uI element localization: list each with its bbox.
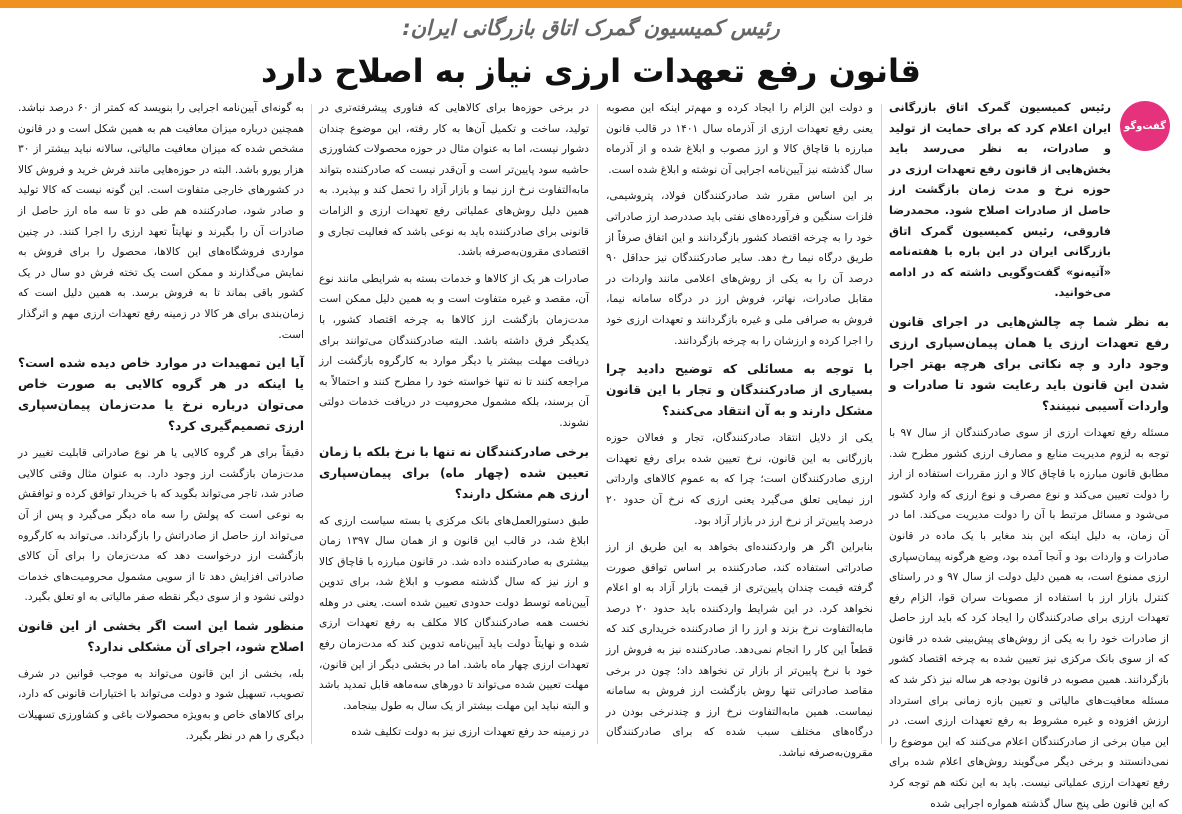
interview-question: با توجه به مسائلی که توضیح دادید چرا بسیاری از صادرکنندگان و تجار با این قانون مشکل دارند و به آن انتقاد می‌کنند؟	[606, 362, 873, 419]
article-headline: قانون رفع تعهدات ارزی نیاز به اصلاح دارد	[261, 52, 921, 90]
paragraph: و دولت این الزام را ایجاد کرده و مهم‌تر اینکه این مصوبه یعنی رفع تعهدات ارزی از آذرماه سال ۱۴۰۱ در قالب قانون مبارزه با قاچاق کالا و ارز مصوب و ابلاغ شده و از آذرماه سال گذشته نیز آیین‌نامه اجرایی آن نوشته و ابلاغ شده است.	[606, 102, 873, 176]
paragraph: به گونه‌ای آیین‌نامه اجرایی را بنویسد که کمتر از ۶۰ درصد نباشد. همچنین درباره میزان معافیت هم به همین شکل است و در قانون مشخص شده که میزان معافیت مالیاتی، سالانه نباید بیشتر از ۳۰ هزار یورو باشد. البته در حوزه‌هایی مانند فرش خرید و فروش کالا در کشورهای خارجی متفاوت است. این گونه نیست که کالا تولید و صادر شود، صادرکننده هم طی دو تا سه ماه ارز حاصل از صادرات آن را بگیرند و نهایتاً تعهد ارزی را اجرا کنند. در چنین مواردی فروشگاه‌های این کالاها، محصول را برای فروش به نمایش می‌گذارند و ممکن است یک تخته فرش دو سال در یک کشور باقی بماند تا به فروش برسد. به همین دلیل است که زمان‌بندی برای هر کالا در زمینه رفع تعهدات ارزی مهم و اثرگذار است.	[18, 102, 304, 341]
interview-question: برخی صادرکنندگان نه تنها با نرخ بلکه با زمان تعیین شده (چهار ماه) برای پیمان‌سپاری ارزی هم مشکل دارند؟	[319, 444, 589, 501]
interview-question: آیا این تمهیدات در موارد خاص دیده شده است؟ یا اینکه در هر گروه کالایی به صورت خاص می‌توان درباره نرخ یا مدت‌زمان پیمان‌سپاری ارزی تصمیم‌گیری کرد؟	[18, 356, 304, 434]
paragraph: در زمینه حد رفع تعهدات ارزی نیز به دولت تکلیف شده	[351, 726, 589, 739]
interview-question: به نظر شما چه چالش‌هایی در اجرای قانون رفع تعهدات ارزی یا همان پیمان‌سپاری ارزی وجود دارد و چه نکاتی برای هرچه بهتر اجرا شدن این قانون باید رعایت شود تا صادرات و واردات آسیبی نبینند؟	[889, 314, 1169, 413]
paragraph: طبق دستورالعمل‌های بانک مرکزی یا بسته سیاست ارزی که ابلاغ شد، در قالب این قانون و از همان سال ۱۳۹۷ زمان بیشتری به صادرکننده داده شد. در قانون مبارزه با قاچاق کالا و ارز نیز که سال گذشته مصوب و ابلاغ شد، برای تدوین آیین‌نامه توسط دولت حدودی تعیین شده است. یعنی در وهله نخست همه صادرکنندگان کالا مکلف به رفع تعهدات ارزی شده و نهایتاً دولت باید آیین‌نامه تدوین کند که مدت‌زمان رفع تعهدات ارزی چهار ماه باشد. اما در بخشی دیگر از این قانون، مهلت تعیین شده می‌تواند تا دورهای سه‌ماهه قابل تمدید باشد و البته نباید این مهلت بیشتر از یک سال به طول بینجامد.	[319, 514, 589, 712]
article-column-3	[319, 98, 589, 754]
article-column-4	[18, 98, 304, 754]
column-divider	[597, 104, 598, 744]
article-column-2	[606, 98, 873, 760]
article-column-1	[889, 98, 1170, 810]
interview-badge: گفت‌وگو	[1120, 101, 1170, 151]
paragraph: مسئله رفع تعهدات ارزی از سوی صادرکنندگان از سال ۹۷ با توجه به لزوم مدیریت منابع و مصارف ارزی کشور مطرح شد. مطابق قانون مبارزه با قاچاق کالا و ارز مقررات استفاده از ارز را دولت تعیین می‌کند و نوع مصرف و نوع ارزی که وارد کشور می‌شود و مسائل مرتبط با آن را دولت مدیریت می‌کند. اما در آن زمان، به دلیل اینکه این بند مغایر با یک ماده در قانون صادرات و واردات بود و آنجا آمده بود، وضع هرگونه پیمان‌سپاری ارزی ممنوع است، به همین دلیل دولت از سال ۹۷ و در راستای کنترل بازار ارز با استفاده از مصوبات سران قوا، الزام رفع تعهدات ارزی برای صادرکنندگان را ایجاد کرد که باید ارز حاصل از صادرات خود را به یکی از روش‌های پیش‌بینی شده در قانون که از سوی بانک مرکزی نیز تعیین شده به چرخه اقتصاد کشور بازگردانند. همین مصوبه در قانون بودجه هر ساله نیز ذکر شد که مسئله معافیت‌های مالیاتی و تعیین بازه زمانی برای استرداد ارزش افزوده و غیره مشروط به رفع تعهدات ارزی است. در این میان برخی از صادرکنندگان اعلام می‌کنند که این موضوع را نمی‌دانستند و برخی دیگر می‌گویند روش‌های اعلام شده برای رفع تعهدات ارزی عملیاتی نیست. باید به این نکته هم توجه کرد که این قانون طی پنج سال گذشته همواره اجرایی شده	[889, 426, 1170, 810]
paragraph: بله، بخشی از این قانون می‌تواند به موجب قوانین در شرف تصویب، تسهیل شود و دولت می‌تواند با اختیارات قانونی که دارد، برای کالاهای خاص و به‌ویژه محصولات باغی و کشاورزی تسهیلات دیگری را هم در نظر بگیرد.	[18, 667, 304, 742]
article-lead: رئیس کمیسیون گمرک اتاق بازرگانی ایران اعلام کرد که برای حمایت از تولید و صادرات، به نظر می‌رسد باید بخش‌هایی از قانون رفع تعهدات ارزی در حوزه نرخ و مدت زمان بازگشت ارز حاصل از صادرات اصلاح شود. محمدرضا فاروقی، رئیس کمیسیون گمرک اتاق بازرگانی ایران در این باره با هفته‌نامه «آتیه‌نو» گفت‌وگویی داشته که در ادامه می‌خوانید.	[889, 101, 1111, 300]
paragraph: بنابراین اگر هر وارد‌کننده‌ای بخواهد به این طریق از ارز صادراتی استفاده کند، صادرکننده بر اساس توافق صورت گرفته قیمت چندان پایین‌تری از قیمت بازار آزاد به او اعلام نخواهد کرد. در این شرایط وارد‌کننده باید حدود ۲۰ درصد مابه‌التفاوت نرخ بزند و ارز را از صادرکننده خریداری کند که قطعاً این کار را انجام نمی‌دهد. صادرکننده نیز به فروش ارز خود با نرخ پایین‌تر از بازار تن نخواهد داد؛ چون در برخی مقاصد صادراتی تنها روش بازگشت ارز فروش به سامانه نیماست. همین مابه‌التفاوت نرخ ارز و چندنرخی بودن در درگاه‌های مختلف سبب شده که برای صادرکنندگان مقرون‌به‌صرفه نباشد.	[606, 541, 873, 760]
column-divider	[311, 104, 312, 744]
paragraph: در برخی حوزه‌ها برای کالاهایی که فناوری پیشرفته‌تری در تولید، ساخت و تکمیل آن‌ها به کار رفته، این موضوع چندان دشوار نیست، اما به عنوان مثال در حوزه محصولات کشاورزی حاشیه سود پایین‌تر است و آن‌قدر نیست که صادرکننده بتواند مابه‌التفاوت نرخ ارز نیما و بازار آزاد را تحمل کند و بپذیرد. به همین دلیل روش‌های عملیاتی رفع تعهدات ارزی و الزامات قانونی برای صادرکننده باید به نوعی باشد که فعالیت تجاری و اقتصادی مقرون‌به‌صرفه باشد.	[319, 102, 589, 259]
paragraph: بر این اساس مقرر شد صادرکنندگان فولاد، پتروشیمی، فلزات سنگین و فرآورده‌های نفتی باید صددرصد ارز صادراتی خود را به چرخه اقتصاد کشور بازگردانند و این اتفاق صرفاً از طریق درگاه نیما رخ دهد. سایر صادرکنندگان نیز حداقل ۹۰ درصد آن را به یکی از روش‌های اعلامی مانند واردات در مقابل صادرات، نهاتر، فروش ارز در درگاه سامانه نیما، فروش به صرافی ملی و غیره بازگردانند و تعهدات ارزی خود را اجرا کرده و ارزشان را به چرخه بازگردانند.	[606, 190, 873, 347]
paragraph: صادرات هر یک از کالاها و خدمات بسته به شرایطی مانند نوع آن، مقصد و غیره متفاوت است و به همین دلیل ممکن است مدت‌زمان بازگشت ارز کالاها به چرخه اقتصاد کشور، با یکدیگر فرق داشته باشد. البته صادرکنندگان می‌توانند برای دریافت مهلت بیشتر یا دیگر موارد به کارگروه بازگشت ارز مراجعه کنند تا نه تنها خواسته خود را مطرح کنند و احتمالاً به آن برسند، بلکه مشمول محرومیت در دریافت خدمات دولتی نشوند.	[319, 272, 589, 429]
interview-question: منظور شما این است اگر بخشی از این قانون اصلاح شود، اجرای آن مشکلی ندارد؟	[18, 618, 304, 654]
article-kicker: رئیس کمیسیون گمرک اتاق بازرگانی ایران:	[402, 16, 780, 40]
top-accent-bar	[0, 0, 1182, 8]
column-divider	[881, 104, 882, 744]
paragraph: دقیقاً برای هر گروه کالایی یا هر نوع صادراتی قابلیت تغییر در مدت‌زمان بازگشت ارز وجود دارد. به عنوان مثال وقتی کالایی صادر شد، تاجر می‌تواند بگوید که با خریدار توافق کرده و توافقش به نوعی است که پولش را سه ماه دیگر می‌گیرد و پس از آن می‌تواند ارز حاصل از صادراتش را بازگرداند. می‌تواند به کارگروه بازگشت ارز درخواست دهد که مدت‌زمان را برای آن کالای صادراتی افزایش دهد تا از سویی مشمول محرومیت‌های خدمات دولتی نشود و از سوی دیگر نقطه صفر مالیاتی به او تعلق بگیرد.	[18, 447, 304, 604]
paragraph: یکی از دلایل انتقاد صادرکنندگان، تجار و فعالان حوزه بازرگانی به این قانون، نرخ تعیین شده برای رفع تعهدات ارزی صادرکنندگان است؛ چرا که به عموم کالاهای وارداتی ارز نیمایی تعلق می‌گیرد یعنی ارزی که نرخ آن حدود ۲۰ درصد پایین‌تر از نرخ ارز در بازار آزاد بود.	[606, 432, 873, 527]
